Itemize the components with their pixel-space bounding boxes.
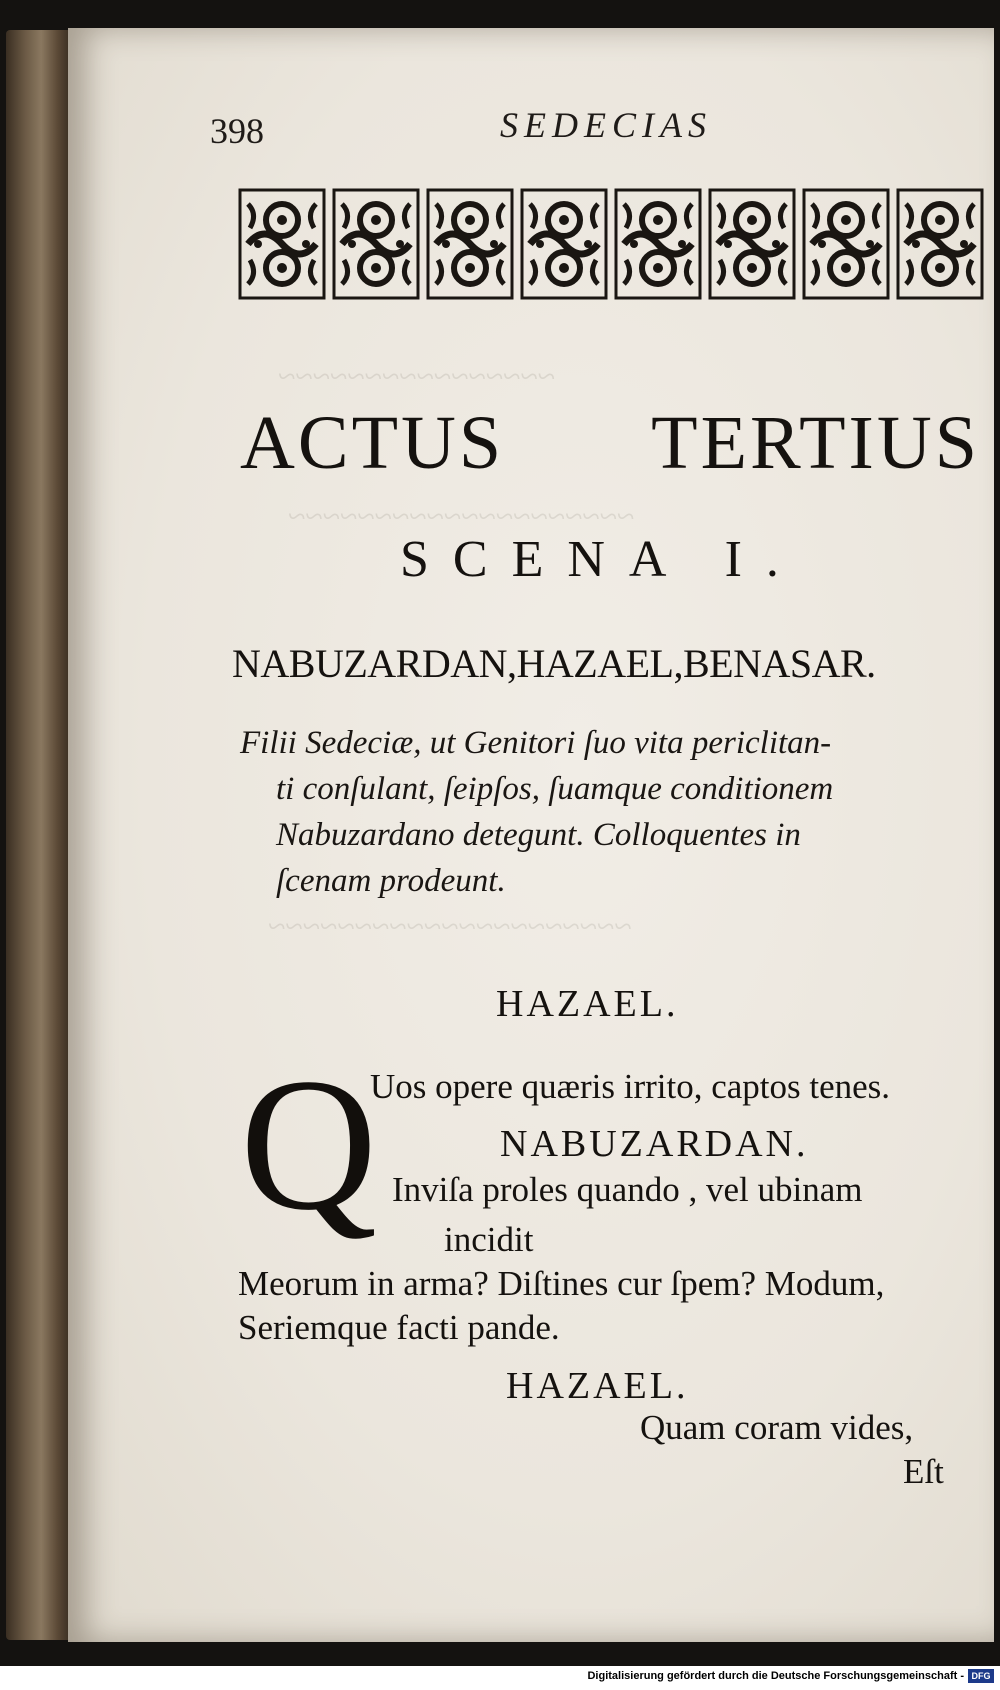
act-heading (240, 400, 980, 487)
argument-line: ti conſulant, ſeipſos, ſuamque conditionem (276, 771, 834, 807)
bleed-through-text: ~~~~~~~~~~~~~~~~~~~~ (288, 498, 635, 534)
act-word: ACTUS (240, 401, 505, 485)
scene-argument (240, 720, 980, 904)
bleed-through-text: ~~~~~~~~~~~~~~~~~~~~~ (268, 908, 632, 944)
dfg-logo: DFG (968, 1669, 994, 1683)
argument-line: ſcenam prodeunt. (276, 863, 506, 899)
book-spine-edge (6, 30, 70, 1640)
speaker-name: HAZAEL. (506, 1365, 689, 1407)
verse-line: incidit (444, 1220, 534, 1259)
verse-line: Meorum in arma? Diſtines cur ſpem? Modum, (238, 1264, 885, 1303)
verse-line: Inviſa proles quando , vel ubinam (392, 1170, 863, 1209)
verse-line: Seriemque facti pande. (238, 1308, 560, 1347)
catchword: Eſt (903, 1452, 944, 1491)
speaker-name: HAZAEL. (496, 983, 679, 1025)
argument-line: Nabuzardano detegunt. Colloquentes in (276, 817, 801, 853)
drop-cap: Q (240, 1040, 378, 1250)
argument-line: Filii Sedeciæ, ut Genitori ſuo vita periclitan- (240, 725, 832, 761)
verse-line: Quam coram vides, (640, 1408, 914, 1447)
characters-line: NABUZARDAN,HAZAEL,BENASAR. (232, 641, 876, 686)
running-head: SEDECIAS (500, 105, 712, 145)
digitization-credit: Digitalisierung gefördert durch die Deutsche Forschungsgemeinschaft - (587, 1670, 964, 1682)
verse-line: Uos opere quæris irrito, captos tenes. (370, 1067, 891, 1106)
ornamental-headpiece (238, 184, 998, 304)
scene-heading: SCENA I. (400, 531, 803, 588)
speaker-name: NABUZARDAN. (500, 1123, 809, 1165)
page-number: 398 (210, 111, 264, 151)
act-number-word: TERTIUS (651, 401, 980, 485)
bleed-through-text: ~~~~~~~~~~~~~~~~ (278, 358, 555, 394)
